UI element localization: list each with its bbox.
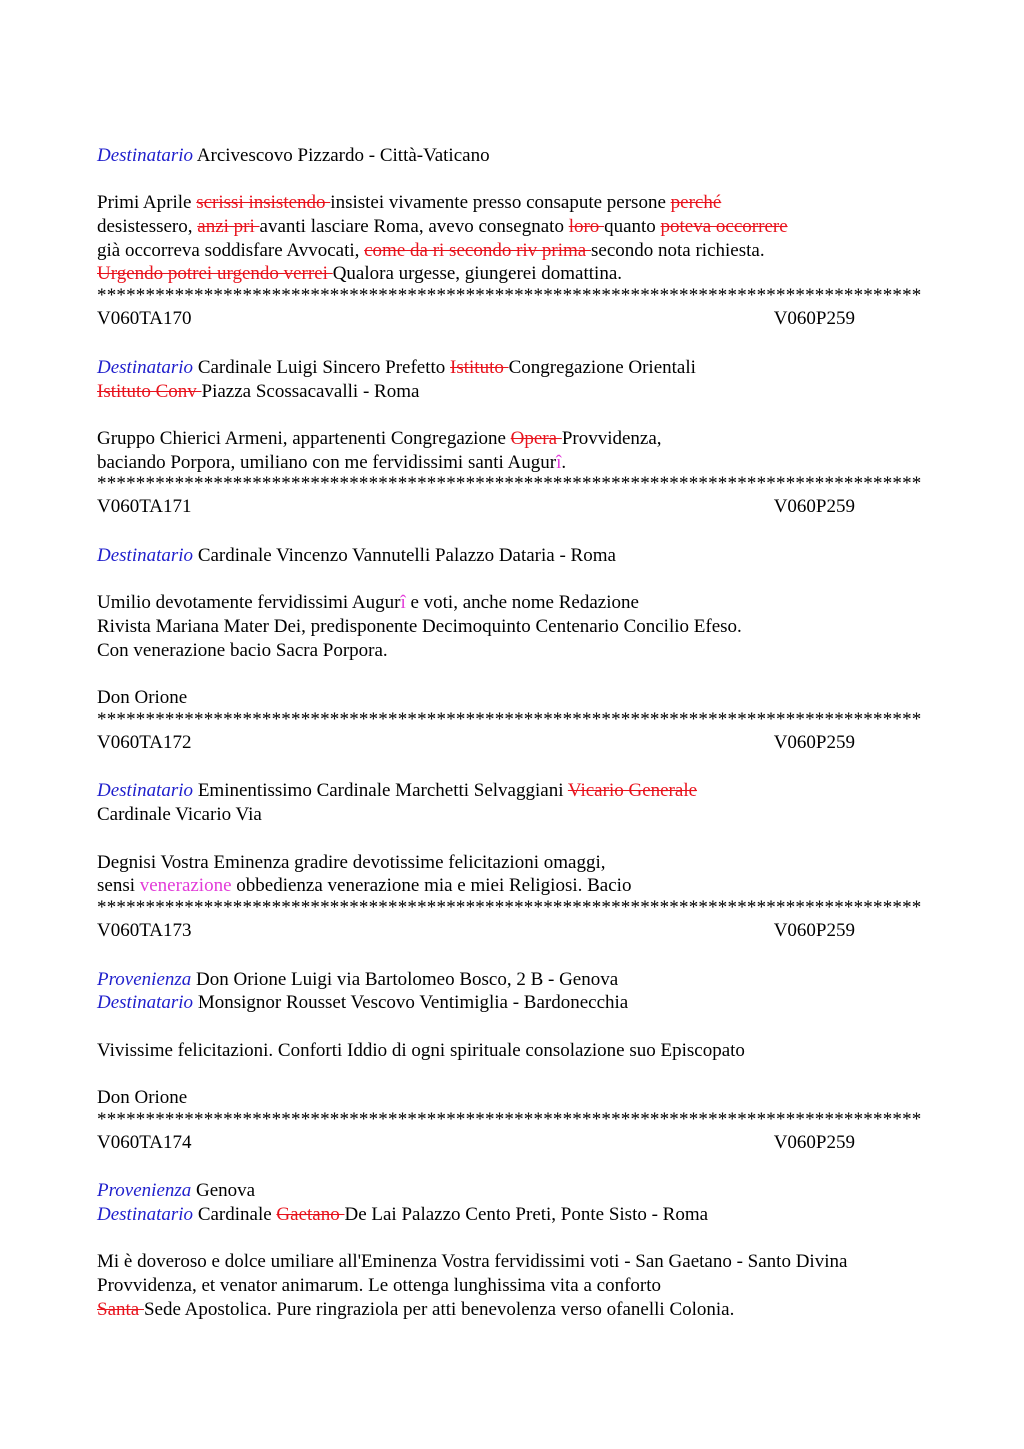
id-row xyxy=(97,494,855,520)
body-text: sensi xyxy=(97,875,140,897)
body-text: già occorreva soddisfare Avvocati, xyxy=(97,239,365,261)
body-text: . xyxy=(561,451,567,473)
sender-text: Genova xyxy=(191,1180,256,1202)
recipient-text: Piazza Scossacavalli - Roma xyxy=(201,380,420,402)
deleted-text: loro xyxy=(568,216,605,238)
body-text: quanto xyxy=(604,216,661,238)
sender-label: Provenienza xyxy=(97,968,192,990)
document-page xyxy=(97,144,937,1322)
recipient-text: Arcivescovo Pizzardo - Città-Vaticano xyxy=(193,145,490,166)
separator: ************************************************************************************* xyxy=(97,897,922,918)
body-line: Degnisi Vostra Eminenza gradire devotissime felicitazioni omaggi, xyxy=(97,851,606,873)
body-line xyxy=(97,451,937,475)
deleted-text: Vicario Generale xyxy=(567,780,698,802)
deleted-text: Urgendo potrei urgendo verrei xyxy=(97,263,333,285)
recipient-line xyxy=(97,544,937,568)
recipient-label: Destinatario xyxy=(97,356,194,378)
recipient-text: Cardinale xyxy=(193,1204,277,1226)
recipient-label: Destinatario xyxy=(97,145,194,166)
body-text: Gruppo Chierici Armeni, appartenenti Congregazione xyxy=(97,427,511,449)
id-row xyxy=(97,1130,855,1156)
body-line xyxy=(97,191,937,215)
body-text: avanti lasciare Roma, avevo consegnato xyxy=(259,216,569,238)
body-line xyxy=(97,427,937,451)
recipient-label: Destinatario xyxy=(97,544,194,566)
deleted-text: anzi pri xyxy=(197,216,260,238)
recipient-text: Congregazione Orientali xyxy=(508,356,696,378)
document-id: V060TA170 xyxy=(97,308,192,330)
body-line: Provvidenza, et venator animarum. Le ottenga lunghissima vita a conforto xyxy=(97,1275,662,1297)
recipient-line: Cardinale Vicario Via xyxy=(97,804,262,826)
signature: Don Orione xyxy=(97,1087,188,1108)
recipient-line xyxy=(97,991,937,1015)
deleted-text: scrissi insistendo xyxy=(196,192,331,214)
separator: ************************************************************************************* xyxy=(97,286,922,307)
deleted-text: poteva occorrere xyxy=(660,216,788,238)
document-id: V060TA173 xyxy=(97,919,192,941)
recipient-label: Destinatario xyxy=(97,992,194,1014)
body-line xyxy=(97,262,937,286)
sender-line xyxy=(97,1179,937,1203)
body-line xyxy=(97,591,937,615)
page-id: V060P259 xyxy=(773,496,855,518)
separator: ************************************************************************************* xyxy=(97,474,922,495)
document-id: V060TA172 xyxy=(97,731,192,753)
signature: Don Orione xyxy=(97,687,188,709)
deleted-text: perché xyxy=(670,192,722,214)
deleted-text: Gaetano xyxy=(276,1204,345,1226)
id-row xyxy=(97,730,855,756)
document-id: V060TA171 xyxy=(97,496,192,518)
page-id: V060P259 xyxy=(773,308,855,330)
recipient-line xyxy=(97,779,937,803)
recipient-label: Destinatario xyxy=(97,1204,194,1226)
id-row xyxy=(97,306,855,332)
sender-line xyxy=(97,968,937,992)
body-text: baciando Porpora, umiliano con me fervidissimi santi Augur xyxy=(97,451,557,473)
separator: ************************************************************************************* xyxy=(97,709,922,730)
body-line xyxy=(97,239,937,263)
body-line xyxy=(97,1298,937,1322)
deleted-text: Istituto xyxy=(450,356,509,378)
body-text: insistei vivamente presso consapute persone xyxy=(330,192,671,214)
deleted-text: Istituto Conv xyxy=(97,380,202,402)
page-id: V060P259 xyxy=(773,919,855,941)
recipient-text: Cardinale Vincenzo Vannutelli Palazzo Dataria - Roma xyxy=(193,544,616,566)
body-line xyxy=(97,874,937,898)
document-id: V060TA174 xyxy=(97,1131,192,1153)
body-text: Umilio devotamente fervidissimi Augur xyxy=(97,592,401,614)
body-text: Provvidenza, xyxy=(561,427,662,449)
page-id: V060P259 xyxy=(773,1131,855,1153)
inserted-text: î xyxy=(556,451,562,473)
body-text: Sede Apostolica. Pure ringraziola per atti benevolenza verso ofanelli Colonia. xyxy=(143,1298,735,1320)
body-text: obbedienza venerazione mia e miei Religiosi. Bacio xyxy=(231,875,632,897)
body-line xyxy=(97,215,937,239)
body-line: Vivissime felicitazioni. Conforti Iddio di ogni spirituale consolazione suo Episcopato xyxy=(97,1039,745,1061)
body-text: Primi Aprile xyxy=(97,192,197,214)
body-line: Mi è doveroso e dolce umiliare all'Eminenza Vostra fervidissimi voti - San Gaetano - Santo Divina xyxy=(97,1251,848,1273)
body-text: desistessero, xyxy=(97,216,198,238)
body-text: secondo nota richiesta. xyxy=(591,239,765,261)
recipient-line xyxy=(97,144,937,168)
inserted-text: î xyxy=(400,592,406,614)
recipient-line xyxy=(97,356,937,380)
recipient-text: Cardinale Luigi Sincero Prefetto xyxy=(193,356,451,378)
body-line: Rivista Mariana Mater Dei, predisponente Decimoquinto Centenario Concilio Efeso. xyxy=(97,616,742,637)
body-text: Qualora urgesse, giungerei domattina. xyxy=(332,263,623,285)
deleted-text: come da ri secondo riv prima xyxy=(364,239,591,261)
sender-text: Don Orione Luigi via Bartolomeo Bosco, 2 B - Genova xyxy=(191,968,619,990)
recipient-text: De Lai Palazzo Cento Preti, Ponte Sisto - Roma xyxy=(344,1204,709,1226)
recipient-text: Eminentissimo Cardinale Marchetti Selvaggiani xyxy=(193,780,568,802)
page-id: V060P259 xyxy=(773,731,855,753)
inserted-text: venerazione xyxy=(139,875,232,897)
deleted-text: Santa xyxy=(97,1298,144,1320)
recipient-line xyxy=(97,380,937,404)
body-text: e voti, anche nome Redazione xyxy=(405,592,639,614)
deleted-text: Opera xyxy=(510,427,562,449)
sender-label: Provenienza xyxy=(97,1180,192,1202)
id-row xyxy=(97,918,855,944)
body-line: Con venerazione bacio Sacra Porpora. xyxy=(97,639,388,661)
recipient-text: Monsignor Rousset Vescovo Ventimiglia - Bardonecchia xyxy=(193,992,629,1014)
separator: ************************************************************************************* xyxy=(97,1109,922,1130)
recipient-line xyxy=(97,1203,937,1227)
recipient-label: Destinatario xyxy=(97,780,194,802)
